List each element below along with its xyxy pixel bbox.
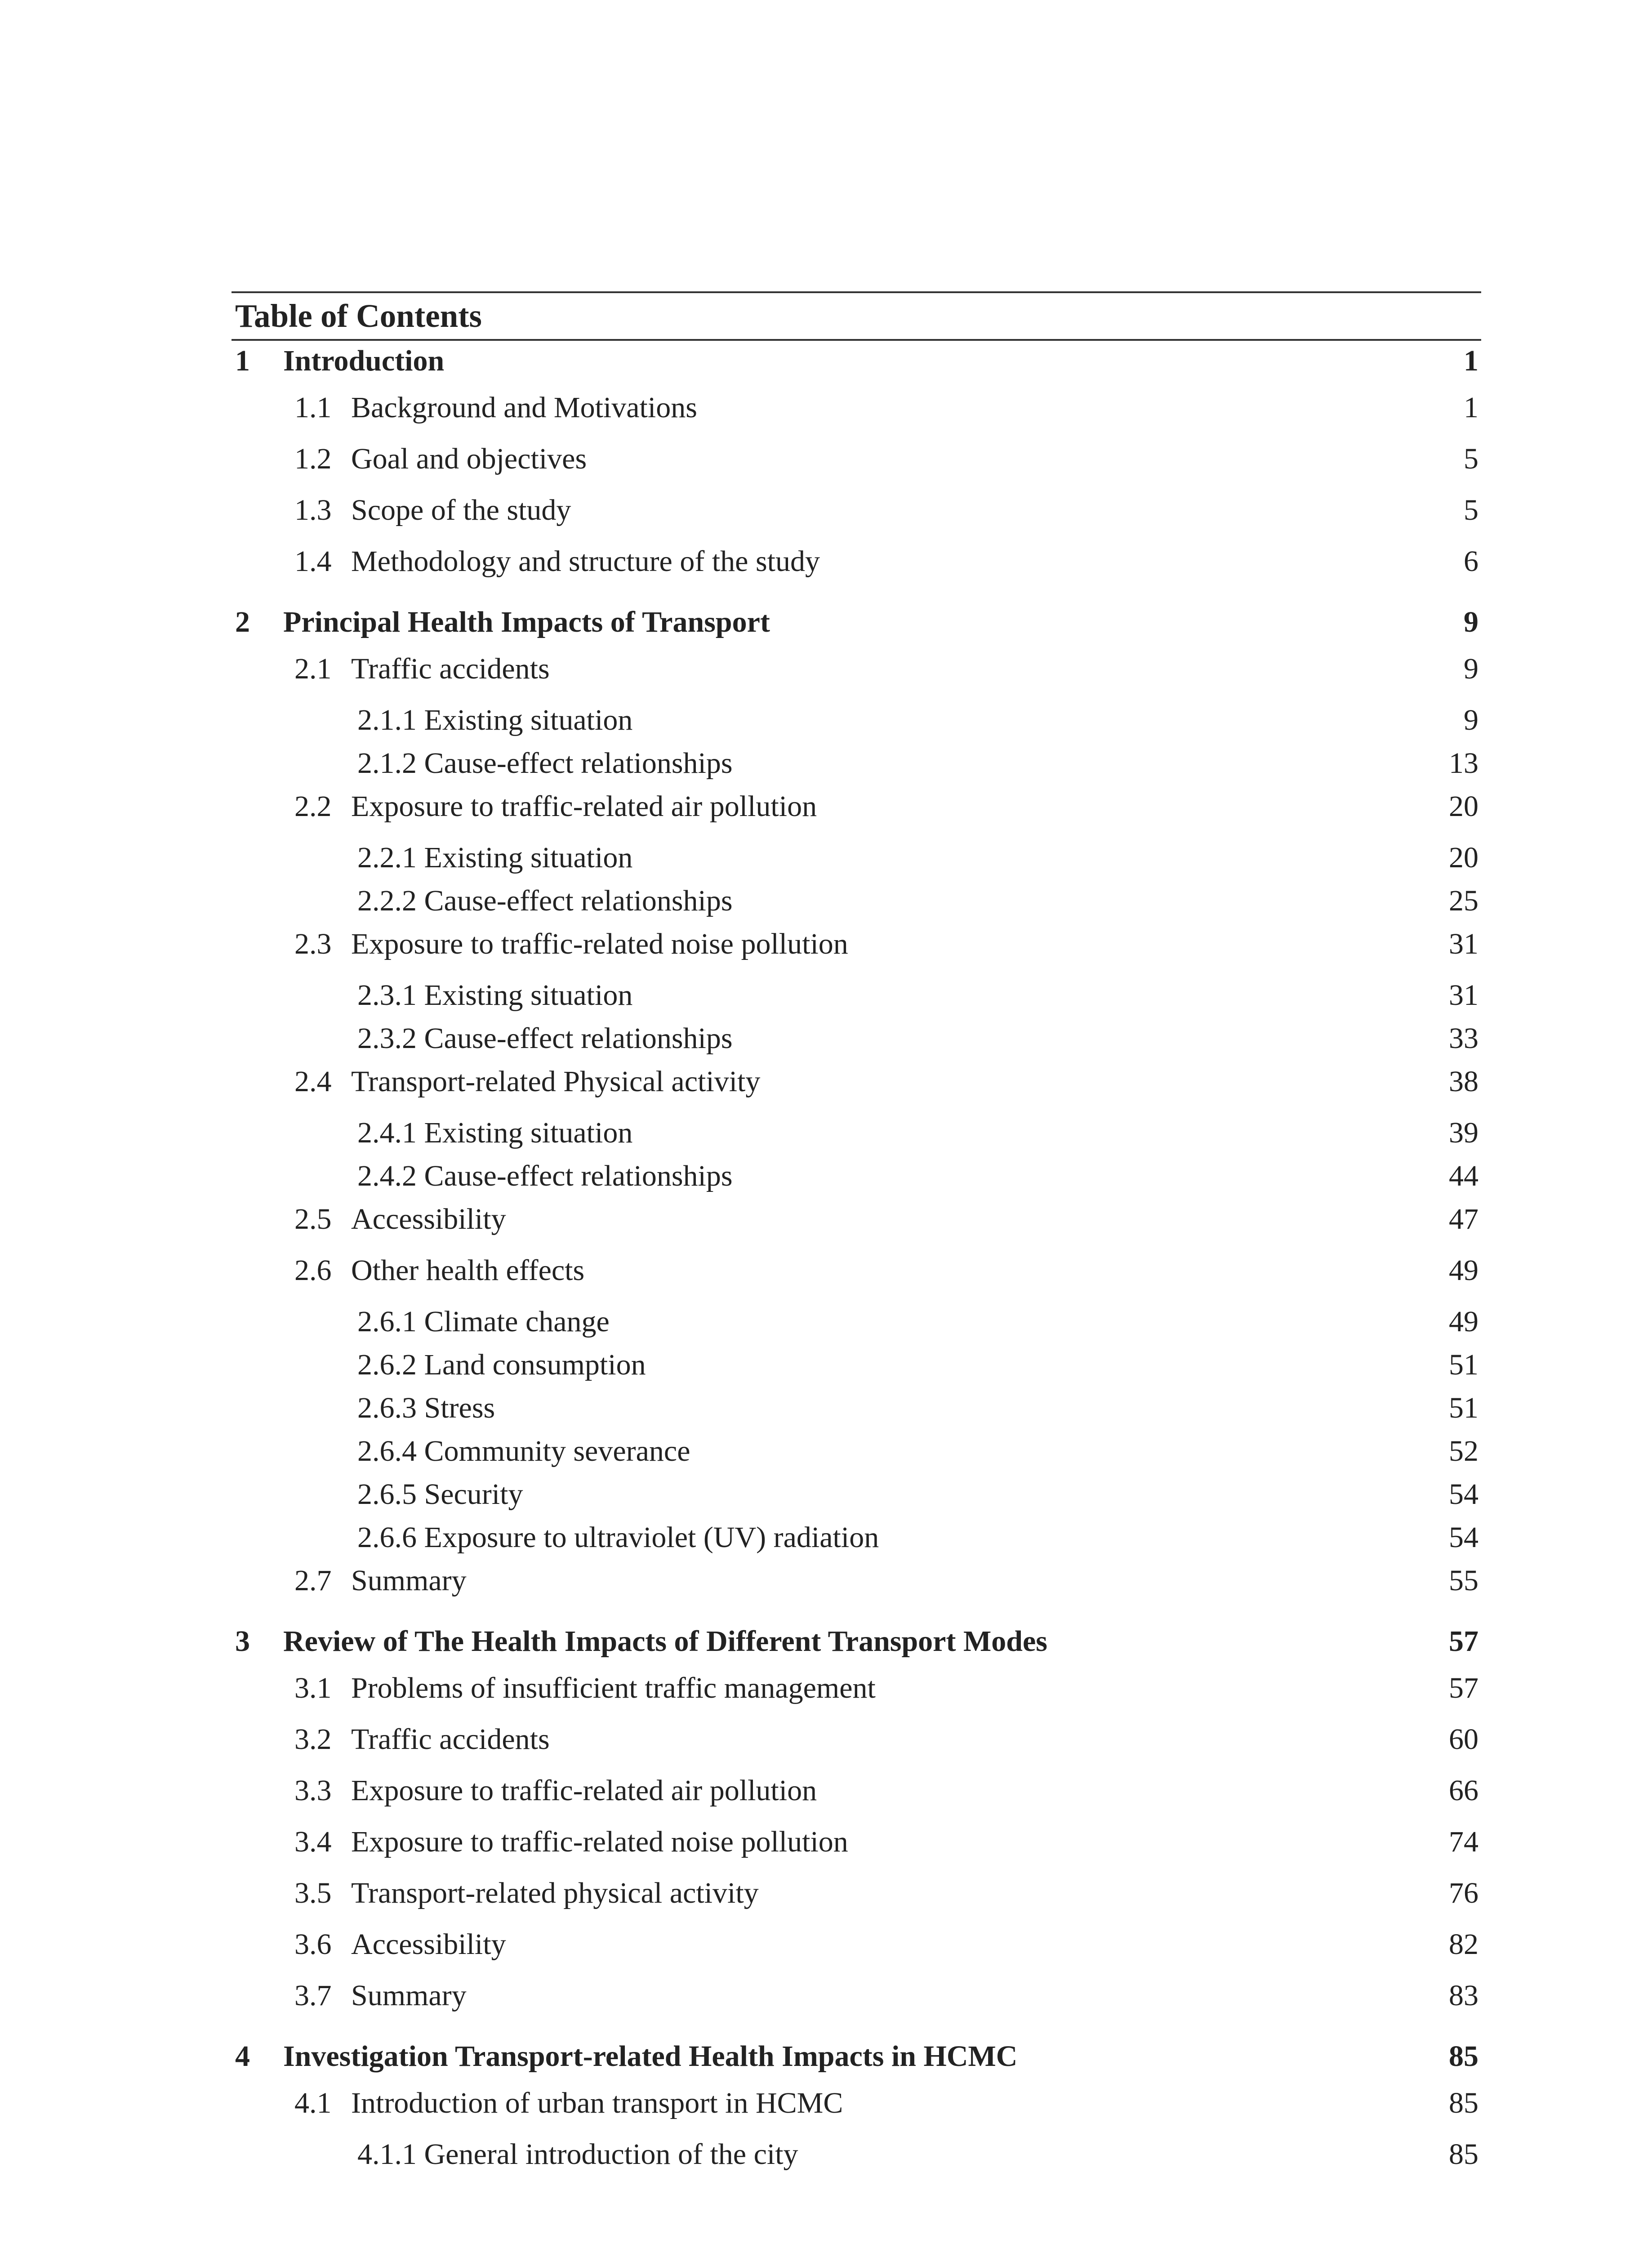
toc-title: Table of Contents xyxy=(235,298,482,334)
entry-number: 1.1 xyxy=(294,391,332,424)
entry-number: 1 xyxy=(235,344,250,377)
entry-number: 3.7 xyxy=(294,1979,332,2012)
toc-entry[interactable] xyxy=(232,541,1481,582)
entry-title: Summary xyxy=(351,1979,467,2012)
entry-title: Goal and objectives xyxy=(351,442,587,475)
toc-entry[interactable] xyxy=(232,1302,1481,1342)
entry-title: Accessibility xyxy=(351,1203,506,1236)
entry-number: 2.2 xyxy=(294,790,332,823)
entry-title: 2.6.1 Climate change xyxy=(357,1305,610,1338)
entry-number: 1.3 xyxy=(294,494,332,526)
entry-title: 2.4.2 Cause-effect relationships xyxy=(357,1160,733,1192)
entry-number: 2.7 xyxy=(294,1564,332,1597)
entry-title: Problems of insufficient traffic management xyxy=(351,1672,876,1704)
entry-title: Exposure to traffic-related noise pollution xyxy=(351,928,848,960)
entry-page-number: 52 xyxy=(1449,1435,1478,1467)
entry-page-number: 31 xyxy=(1449,979,1478,1012)
entry-title: 2.6.3 Stress xyxy=(357,1392,495,1424)
entry-number: 4 xyxy=(235,2040,250,2073)
toc-entry[interactable] xyxy=(232,1668,1481,1708)
toc-entry[interactable] xyxy=(232,1822,1481,1862)
toc-entry[interactable] xyxy=(232,439,1481,479)
entry-number: 3.3 xyxy=(294,1774,332,1807)
entry-page-number: 54 xyxy=(1449,1521,1478,1554)
entry-number: 3 xyxy=(235,1625,250,1658)
entry-number: 2.3 xyxy=(294,928,332,960)
entry-page-number: 9 xyxy=(1464,652,1478,685)
entry-page-number: 66 xyxy=(1449,1774,1478,1807)
entry-title: Methodology and structure of the study xyxy=(351,545,820,578)
entry-number: 3.5 xyxy=(294,1877,332,1909)
entry-page-number: 49 xyxy=(1449,1254,1478,1287)
toc-entry[interactable] xyxy=(232,1250,1481,1291)
entry-title: Investigation Transport-related Health Impacts in HCMC xyxy=(283,2040,1018,2073)
entry-page-number: 85 xyxy=(1449,2040,1478,2073)
entry-page-number: 49 xyxy=(1449,1305,1478,1338)
toc-entry[interactable] xyxy=(232,1474,1481,1515)
entry-title: 2.3.1 Existing situation xyxy=(357,979,633,1012)
entry-number: 3.4 xyxy=(294,1825,332,1858)
toc-entry[interactable] xyxy=(232,838,1481,878)
entry-page-number: 1 xyxy=(1464,344,1478,377)
entry-title: 2.1.1 Existing situation xyxy=(357,704,633,736)
entry-number: 2.1 xyxy=(294,652,332,685)
entry-title: Summary xyxy=(351,1564,467,1597)
toc-entry[interactable] xyxy=(232,2083,1481,2123)
entry-page-number: 33 xyxy=(1449,1022,1478,1055)
toc-entry[interactable] xyxy=(232,341,1481,381)
entry-number: 4.1 xyxy=(294,2087,332,2119)
entry-page-number: 74 xyxy=(1449,1825,1478,1858)
entry-title: Review of The Health Impacts of Different Transport Modes xyxy=(283,1625,1047,1658)
entry-title: 2.2.1 Existing situation xyxy=(357,841,633,874)
entry-title: 4.1.1 General introduction of the city xyxy=(357,2138,798,2171)
toc-entry[interactable] xyxy=(232,975,1481,1016)
entry-title: Introduction of urban transport in HCMC xyxy=(351,2087,843,2119)
entry-page-number: 76 xyxy=(1449,1877,1478,1909)
entry-number: 2.5 xyxy=(294,1203,332,1236)
entry-title: Accessibility xyxy=(351,1928,506,1961)
entry-page-number: 47 xyxy=(1449,1203,1478,1236)
table-of-contents xyxy=(232,291,1481,2171)
toc-entry[interactable] xyxy=(232,924,1481,964)
entry-page-number: 20 xyxy=(1449,790,1478,823)
entry-title: Introduction xyxy=(283,344,445,377)
toc-entry[interactable] xyxy=(232,1719,1481,1760)
entry-number: 3.6 xyxy=(294,1928,332,1961)
toc-entry[interactable] xyxy=(232,649,1481,689)
entry-page-number: 55 xyxy=(1449,1564,1478,1597)
entry-number: 2.6 xyxy=(294,1254,332,1287)
toc-entry[interactable] xyxy=(232,1199,1481,1240)
entry-page-number: 57 xyxy=(1449,1672,1478,1704)
entry-page-number: 9 xyxy=(1464,606,1478,638)
entry-title: 2.3.2 Cause-effect relationships xyxy=(357,1022,733,1055)
toc-entry[interactable] xyxy=(232,786,1481,827)
entry-title: Exposure to traffic-related noise pollution xyxy=(351,1825,848,1858)
toc-entry[interactable] xyxy=(232,388,1481,428)
toc-entry[interactable] xyxy=(232,881,1481,921)
entry-page-number: 5 xyxy=(1464,442,1478,475)
toc-entry[interactable] xyxy=(232,700,1481,740)
entry-title: Other health effects xyxy=(351,1254,585,1287)
toc-entry[interactable] xyxy=(232,743,1481,784)
entry-title: Transport-related Physical activity xyxy=(351,1065,761,1098)
toc-entry[interactable] xyxy=(232,1156,1481,1196)
toc-entry[interactable] xyxy=(232,1388,1481,1428)
entry-title: Exposure to traffic-related air pollution xyxy=(351,1774,817,1807)
entry-title: 2.1.2 Cause-effect relationships xyxy=(357,747,733,780)
entry-page-number: 85 xyxy=(1449,2138,1478,2171)
entry-page-number: 57 xyxy=(1449,1625,1478,1658)
toc-entry[interactable] xyxy=(232,1113,1481,1153)
entry-title: 2.6.6 Exposure to ultraviolet (UV) radiation xyxy=(357,1521,879,1554)
entry-page-number: 6 xyxy=(1464,545,1478,578)
entry-title: Traffic accidents xyxy=(351,652,550,685)
toc-entry[interactable] xyxy=(232,1517,1481,1558)
entry-page-number: 51 xyxy=(1449,1348,1478,1381)
entry-page-number: 44 xyxy=(1449,1160,1478,1192)
entry-number: 3.1 xyxy=(294,1672,332,1704)
entry-title: 2.6.4 Community severance xyxy=(357,1435,690,1467)
entry-title: Principal Health Impacts of Transport xyxy=(283,606,770,638)
entry-title: Background and Motivations xyxy=(351,391,697,424)
entry-number: 2 xyxy=(235,606,250,638)
toc-entry[interactable] xyxy=(232,1431,1481,1472)
entry-page-number: 38 xyxy=(1449,1065,1478,1098)
entry-page-number: 9 xyxy=(1464,704,1478,736)
toc-entry[interactable] xyxy=(232,1062,1481,1102)
toc-entry[interactable] xyxy=(232,1873,1481,1913)
toc-entry[interactable] xyxy=(232,1018,1481,1059)
toc-entry[interactable] xyxy=(232,602,1481,642)
toc-entry[interactable] xyxy=(232,1561,1481,1601)
toc-entry[interactable] xyxy=(232,2036,1481,2077)
entry-page-number: 83 xyxy=(1449,1979,1478,2012)
entry-page-number: 54 xyxy=(1449,1478,1478,1511)
entry-page-number: 85 xyxy=(1449,2087,1478,2119)
entry-number: 3.2 xyxy=(294,1723,332,1756)
entry-page-number: 31 xyxy=(1449,928,1478,960)
entry-title: Exposure to traffic-related air pollution xyxy=(351,790,817,823)
toc-entry[interactable] xyxy=(232,1621,1481,1662)
toc-entry[interactable] xyxy=(232,2134,1481,2175)
entry-title: 2.6.5 Security xyxy=(357,1478,523,1511)
toc-entry[interactable] xyxy=(232,490,1481,531)
entry-page-number: 60 xyxy=(1449,1723,1478,1756)
entry-page-number: 13 xyxy=(1449,747,1478,780)
entry-page-number: 39 xyxy=(1449,1116,1478,1149)
entry-page-number: 20 xyxy=(1449,841,1478,874)
toc-entry[interactable] xyxy=(232,1976,1481,2016)
entry-page-number: 25 xyxy=(1449,884,1478,917)
entry-page-number: 1 xyxy=(1464,391,1478,424)
entry-page-number: 5 xyxy=(1464,494,1478,526)
entry-title: Traffic accidents xyxy=(351,1723,550,1756)
toc-entry[interactable] xyxy=(232,1771,1481,1811)
entry-title: 2.4.1 Existing situation xyxy=(357,1116,633,1149)
entry-title: 2.2.2 Cause-effect relationships xyxy=(357,884,733,917)
entry-page-number: 51 xyxy=(1449,1392,1478,1424)
entry-title: 2.6.2 Land consumption xyxy=(357,1348,646,1381)
entry-page-number: 82 xyxy=(1449,1928,1478,1961)
toc-entry[interactable] xyxy=(232,1345,1481,1385)
entry-title: Transport-related physical activity xyxy=(351,1877,759,1909)
entry-number: 1.2 xyxy=(294,442,332,475)
toc-entry[interactable] xyxy=(232,1924,1481,1965)
entry-number: 2.4 xyxy=(294,1065,332,1098)
entry-number: 1.4 xyxy=(294,545,332,578)
entry-title: Scope of the study xyxy=(351,494,571,526)
